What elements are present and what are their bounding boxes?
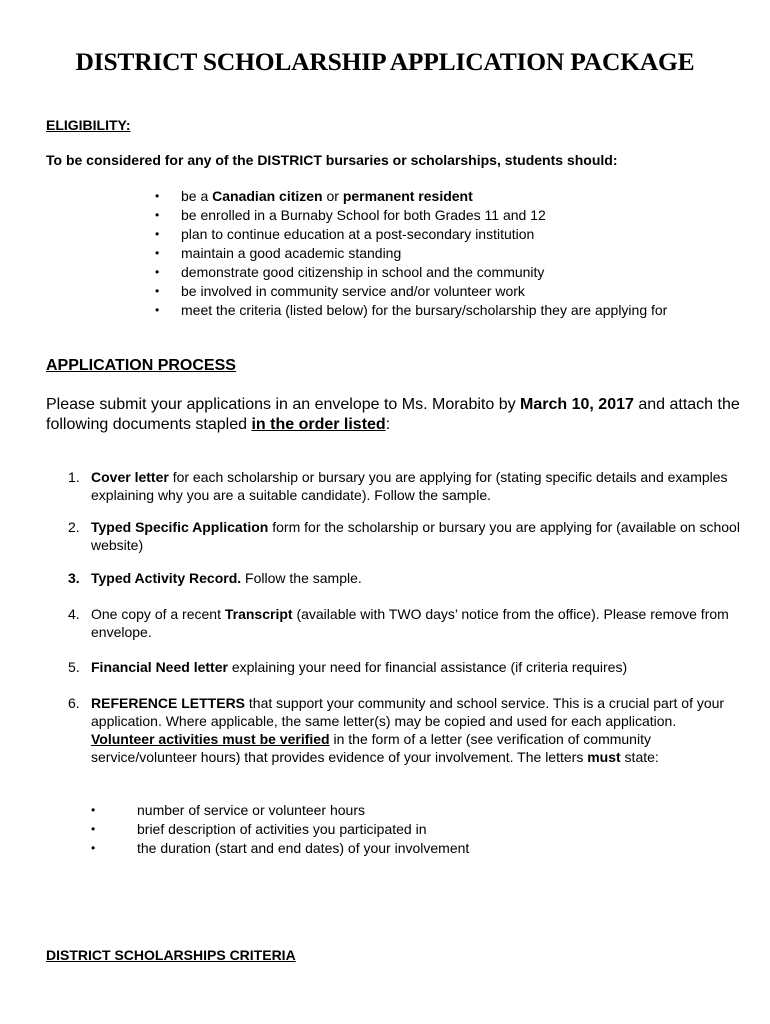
item-number: 3.	[68, 570, 80, 586]
document-item-financial-need: Financial Need letter explaining your need for financial assistance (if criteria requires)	[91, 659, 628, 675]
item-number: 1.	[68, 469, 80, 485]
list-item: • be involved in community service and/or volunteer work	[155, 282, 667, 301]
list-item: • be enrolled in a Burnaby School for both Grades 11 and 12	[155, 206, 667, 225]
list-item: • plan to continue education at a post-secondary institution	[155, 225, 667, 244]
list-item: • meet the criteria (listed below) for the bursary/scholarship they are applying for	[155, 301, 667, 320]
eligibility-intro: To be considered for any of the DISTRICT bursaries or scholarships, students should:	[46, 152, 618, 168]
item-number: 6.	[68, 695, 80, 711]
document-item-reference-letters: REFERENCE LETTERS that support your community and school service. This is a crucial part of your application. Where applicable, the same letter(s) may be copied and used for each application. Volunteer activities must be verified in the form of a letter (see verification of community service/volunteer hours) that provides evidence of your involvement. The letters must state:	[91, 695, 725, 765]
eligibility-list	[155, 187, 667, 320]
criteria-heading: DISTRICT SCHOLARSHIPS CRITERIA	[46, 947, 296, 963]
list-item: • be a Canadian citizen or permanent resident	[155, 187, 667, 206]
list-item: • number of service or volunteer hours	[91, 801, 469, 820]
item-number: 5.	[68, 659, 80, 675]
reference-letter-requirements	[91, 801, 469, 858]
document-item-cover-letter: Cover letter for each scholarship or bursary you are applying for (stating specific details and examples explaining why you are a suitable candidate). Follow the sample.	[91, 469, 728, 503]
page-title: DISTRICT SCHOLARSHIP APPLICATION PACKAGE	[75, 47, 695, 76]
document-item-activity-record: Typed Activity Record. Follow the sample.	[91, 570, 362, 586]
item-number: 4.	[68, 606, 80, 622]
item-number: 2.	[68, 519, 80, 535]
eligibility-heading: ELIGIBILITY:	[46, 117, 131, 133]
document-item-application-form: Typed Specific Application form for the scholarship or bursary you are applying for (available on school website)	[91, 519, 740, 553]
list-item: • the duration (start and end dates) of your involvement	[91, 839, 469, 858]
document-item-transcript: One copy of a recent Transcript (available with TWO days’ notice from the office). Please remove from envelope.	[91, 606, 729, 640]
submission-instructions: Please submit your applications in an envelope to Ms. Morabito by March 10, 2017 and attach the following documents stapled in the order listed:	[46, 396, 740, 433]
application-process-heading: APPLICATION PROCESS	[46, 357, 236, 374]
list-item: • demonstrate good citizenship in school and the community	[155, 263, 667, 282]
list-item: • maintain a good academic standing	[155, 244, 667, 263]
list-item: • brief description of activities you participated in	[91, 820, 469, 839]
